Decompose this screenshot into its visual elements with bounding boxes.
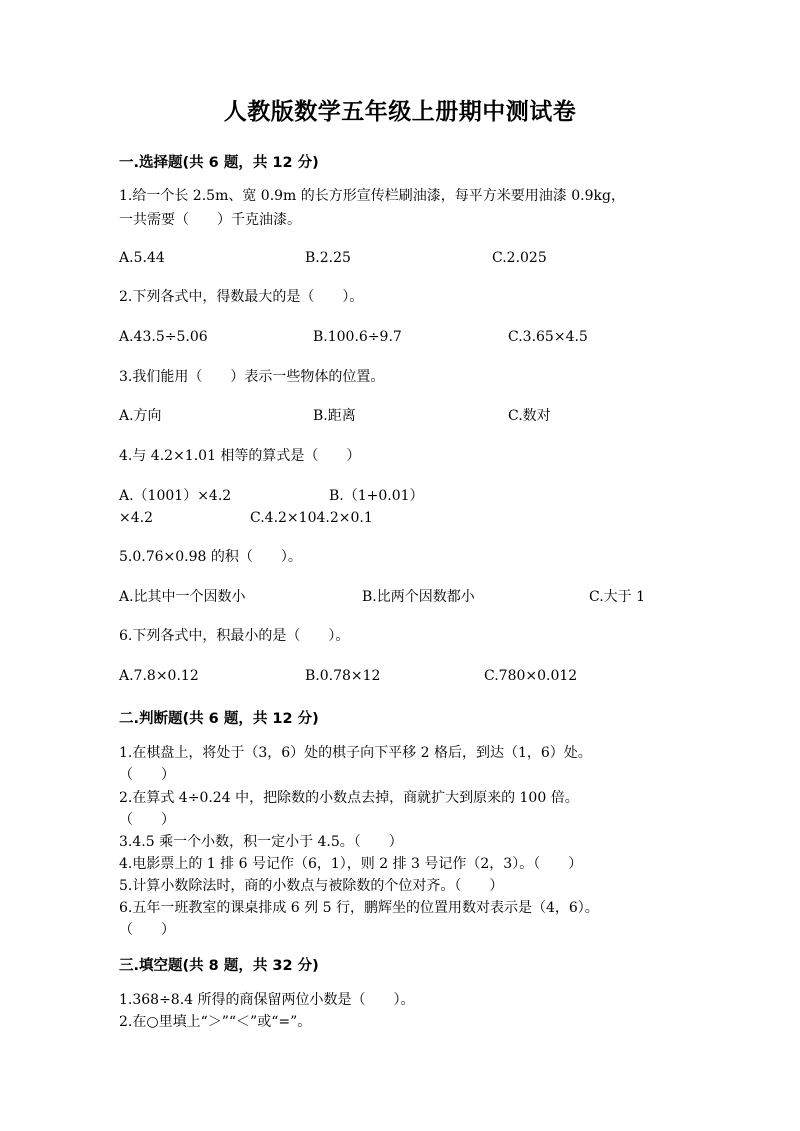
question-text: 6.下列各式中，积最小的是（ ）。: [119, 628, 350, 644]
page-title: 人教版数学五年级上册期中测试卷: [223, 99, 577, 125]
judge-item: 2.在算式 4÷0.24 中，把除数的小数点去掉，商就扩大到原来的 100 倍。: [119, 790, 579, 806]
option-a: A.5.44: [119, 250, 165, 266]
option-b: B.距离: [313, 408, 356, 424]
section-heading-judge: 二.判断题(共 6 题，共 12 分): [119, 711, 319, 727]
option-b: B.比两个因数都小: [362, 589, 475, 605]
question-text: 2.下列各式中，得数最大的是（ ）。: [119, 289, 364, 305]
section-heading-choice: 一.选择题(共 6 题，共 12 分): [119, 155, 319, 171]
section-heading-fill: 三.填空题(共 8 题，共 32 分): [119, 958, 319, 974]
option-a: A.7.8×0.12: [119, 668, 199, 684]
question-text: 1.给一个长 2.5m、宽 0.9m 的长方形宣传栏刷油漆，每平方米要用油漆 0.9kg，: [119, 188, 625, 204]
option-a: A.比其中一个因数小: [119, 589, 246, 605]
judge-item: 5.计算小数除法时，商的小数点与被除数的个位对齐。（ ）: [119, 878, 504, 894]
option-b-continued: ×4.2: [119, 510, 153, 526]
fill-item: 1.368÷8.4 所得的商保留两位小数是（ ）。: [119, 992, 415, 1008]
option-b: B.0.78×12: [305, 668, 381, 684]
question-text: 5.0.76×0.98 的积（ ）。: [119, 549, 302, 565]
question-text: 4.与 4.2×1.01 相等的算式是（ ）: [119, 448, 361, 464]
option-a: A.43.5÷5.06: [119, 329, 208, 345]
fill-item: 2.在○里填上“＞”“＜”或“=”。: [119, 1014, 312, 1030]
judge-item: 4.电影票上的 1 排 6 号记作（6，1），则 2 排 3 号记作（2，3）。（ ）: [119, 856, 583, 872]
answer-blank: （ ）: [119, 922, 175, 938]
option-a: A.（1001）×4.2: [119, 488, 232, 504]
judge-item: 6.五年一班教室的课桌排成 6 列 5 行，鹏辉坐的位置用数对表示是（4，6）。: [119, 900, 599, 916]
question-text: 3.我们能用（ ）表示一些物体的位置。: [119, 369, 385, 385]
option-c: C.2.025: [492, 250, 547, 266]
option-c: C.4.2×104.2×0.1: [250, 510, 373, 526]
judge-item: 3.4.5 乘一个小数，积一定小于 4.5。（ ）: [119, 834, 403, 850]
option-c: C.3.65×4.5: [508, 329, 588, 345]
option-b: B.100.6÷9.7: [313, 329, 402, 345]
option-a: A.方向: [119, 408, 162, 424]
option-c: C.大于 1: [589, 589, 646, 605]
question-text: 一共需要（ ）千克油漆。: [119, 212, 301, 228]
judge-item: 1.在棋盘上，将处于（3，6）处的棋子向下平移 2 格后，到达（1，6）处。: [119, 745, 592, 761]
option-c: C.数对: [508, 408, 551, 424]
answer-blank: （ ）: [119, 767, 175, 783]
option-b: B.（1+0.01）: [329, 488, 424, 504]
answer-blank: （ ）: [119, 812, 175, 828]
option-b: B.2.25: [305, 250, 351, 266]
option-c: C.780×0.012: [484, 668, 578, 684]
